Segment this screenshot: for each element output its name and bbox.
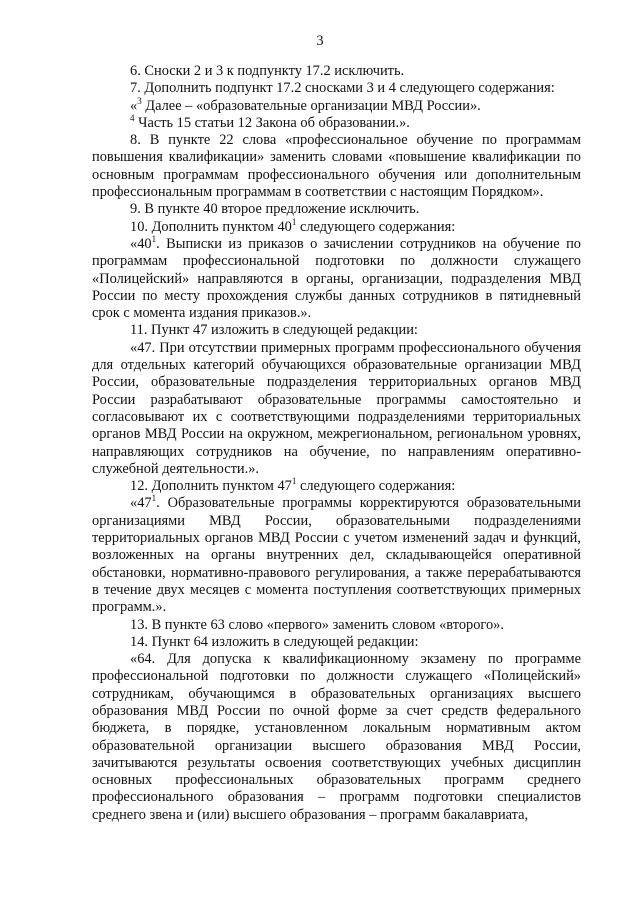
superscript-one: 1 xyxy=(151,234,157,245)
quoted-point-64: «64. Для допуска к квалификационному экзамену по программе профессиональной подготовки по должности служащего «Полицейский» сотрудникам, обучающимся в образовательных организациях высшего образования МВД России по очной форме за счет средств федерального бюджета, в порядке, установленном локальным нормативным актом образовательной организации высшего образования МВД России, зачитываются результаты освоения соответствующих учебных дисциплин основных профессиональных образовательных программ среднего профессионального образования – программ подготовки специалистов среднего звена и (или) высшего образования – программ бакалавриата, xyxy=(92,651,581,823)
paragraph-item-7: 7. Дополнить подпункт 17.2 сносками 3 и 4 следующего содержания: xyxy=(130,80,555,97)
superscript-one: 1 xyxy=(151,493,157,504)
footnote-4-text: $^4$ Часть 15 статьи 12 Закона об образовании.». xyxy=(130,113,410,131)
footnote-marker: 4 xyxy=(130,113,135,124)
paragraph-item-9: 9. В пункте 40 второе предложение исключить. xyxy=(130,201,420,218)
quoted-point-40-1: «$40^1$. Выписки из приказов о зачислении сотрудников на обучение по программам профессиональной подготовки по должности служащего «Полицейский» направляются в органы, организации, подразделения МВД России по месту прохождения службы данных сотрудников в пятидневный срок с момента издания приказов.». xyxy=(92,234,581,322)
paragraph-item-12: 12. Дополнить пунктом $47^1$ следующего содержания: xyxy=(130,476,456,495)
paragraph-item-6: 6. Сноски 2 и 3 к подпункту 17.2 исключить. xyxy=(130,63,405,79)
page-number: 3 xyxy=(316,33,324,49)
paragraph-item-13: 13. В пункте 63 слово «первого» заменить словом «второго». xyxy=(130,616,504,633)
paragraph-item-14: 14. Пункт 64 изложить в следующей редакции: xyxy=(130,633,419,650)
quoted-point-47: «47. При отсутствии примерных программ профессионального обучения для отдельных категорий обучающихся образовательные организации МВД России, образовательные подразделения территориальных органов МВД России разрабатывают образовательные программы самостоятельно и согласовывают их с соответствующими подразделениями территориальных органов МВД России на окружном, межрегиональном, региональном уровнях, направляющих сотрудников на обучение, по направлениям оперативно-служебной деятельности.». xyxy=(92,339,581,477)
document-body xyxy=(92,63,581,824)
paragraph-item-8: 8. В пункте 22 слова «профессиональное обучение по программам повышения квалификации» заменить словами «повышение квалификации по основным программам профессионального обучения или дополнительным профессиональным программам в соответствии с настоящим Порядком». xyxy=(92,132,581,201)
footnote-3-text: «$^3$ Далее – «образовательные организации МВД России». xyxy=(130,95,481,114)
superscript-one: 1 xyxy=(291,476,297,487)
superscript-one: 1 xyxy=(291,216,297,227)
paragraph-item-10: 10. Дополнить пунктом $40^1$ следующего содержания: xyxy=(130,216,456,235)
paragraph-item-11: 11. Пункт 47 изложить в следующей редакции: xyxy=(130,322,418,339)
footnote-marker: 3 xyxy=(137,95,142,106)
quoted-point-47-1: «$47^1$. Образовательные программы корректируются образовательными организациями МВД России, образовательными подразделениями территориальных органов МВД России с учетом изменений задач и функций, возложенных на органы внутренних дел, складывающейся оперативной обстановки, нормативно-правового регулирования, а также перерабатываются в течение двух месяцев с момента поступления соответствующих примерных программ.». xyxy=(92,493,581,616)
